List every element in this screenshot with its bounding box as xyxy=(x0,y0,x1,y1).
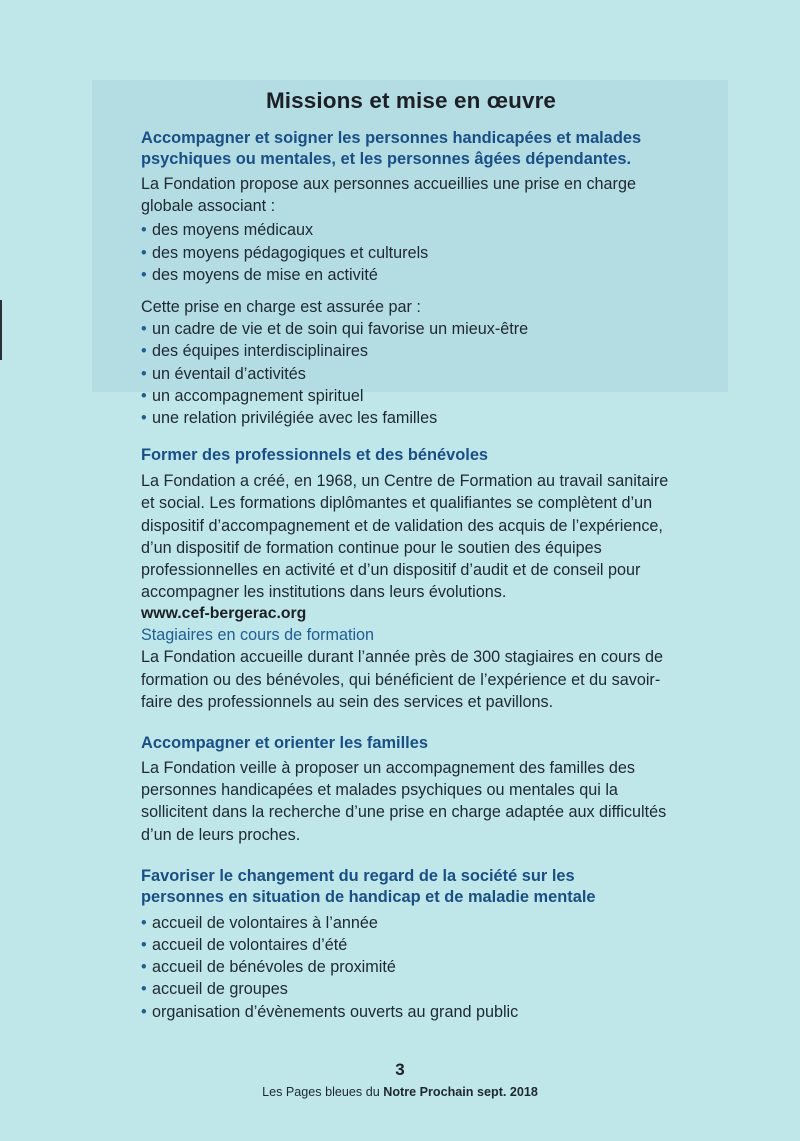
bullet-icon: • xyxy=(141,243,147,262)
list-item: • des moyens pédagogiques et culturels xyxy=(141,242,681,264)
list-item: • des moyens de mise en activité xyxy=(141,264,681,286)
list-item: • accueil de volontaires d’été xyxy=(141,934,681,956)
footer-publication: Notre Prochain sept. 2018 xyxy=(383,1085,538,1099)
page-edge-mark xyxy=(0,300,2,360)
bullet-icon: • xyxy=(141,936,147,955)
trainees-subheading: Stagiaires en cours de formation xyxy=(141,626,375,645)
trainees-body: La Fondation accueille durant l’année près de 300 stagiaires en cours de formation ou des bénévoles, qui bénéficient de l’expérience et du savoir-faire des professionnels au sein des services et pavillons. xyxy=(141,648,663,711)
list-item: • un accompagnement spirituel xyxy=(141,385,681,407)
bullet-icon: • xyxy=(141,980,147,999)
section-awareness xyxy=(141,866,681,1023)
bullet-icon: • xyxy=(141,409,147,428)
bullet-icon: • xyxy=(141,221,147,240)
bullet-icon: • xyxy=(141,265,147,284)
section-care xyxy=(141,128,681,429)
awareness-list xyxy=(141,912,681,1023)
list-item: • accueil de bénévoles de proximité xyxy=(141,956,681,978)
section-training-body: La Fondation a créé, en 1968, un Centre de Formation au travail sanitaire et social. Les formations diplômantes et qualifiantes se complètent d’un dispositif d’accompagnement et de validation des acquis de l’expérience, d’un dispositif de formation continue pour le soutien des équipes professionnelles en activité et d’un dispositif d’audit et de conseil pour accompagner les institutions dans leurs évolutions. xyxy=(141,472,669,602)
training-website-link[interactable]: www.cef-bergerac.org xyxy=(141,605,307,623)
section-families-body: La Fondation veille à proposer un accompagnement des familles des personnes handicapées et malades psychiques ou mentales qui la sollicitent dans la recherche d’une prise en charge adaptée aux difficultés d’un de leurs proches. xyxy=(141,759,667,844)
list-item: • organisation d’évènements ouverts au grand public xyxy=(141,1001,681,1023)
list-item: • une relation privilégiée avec les familles xyxy=(141,407,681,429)
bullet-icon: • xyxy=(141,1002,147,1021)
section-families-heading: Accompagner et orienter les familles xyxy=(141,734,428,753)
section-care-intro: La Fondation propose aux personnes accueillies une prise en charge globale associant : xyxy=(141,175,636,216)
footer-prefix: Les Pages bleues du xyxy=(262,1085,380,1099)
care-provided-list xyxy=(141,318,681,429)
list-item: • un cadre de vie et de soin qui favorise un mieux-être xyxy=(141,318,681,340)
section-care-intro2: Cette prise en charge est assurée par : xyxy=(141,298,421,317)
bullet-icon: • xyxy=(141,913,147,932)
section-care-heading: Accompagner et soigner les personnes handicapées et malades psychiques ou mentales, et les personnes âgées dépendantes. xyxy=(141,129,642,168)
bullet-icon: • xyxy=(141,364,147,383)
section-families xyxy=(141,733,681,846)
page-title: Missions et mise en œuvre xyxy=(265,88,557,113)
list-item: • accueil de volontaires à l’année xyxy=(141,912,681,934)
list-item: • un éventail d’activités xyxy=(141,363,681,385)
care-means-list xyxy=(141,219,681,286)
list-item: • accueil de groupes xyxy=(141,978,681,1000)
bullet-icon: • xyxy=(141,320,147,339)
footer-text xyxy=(0,1085,800,1099)
list-item: • des moyens médicaux xyxy=(141,219,681,241)
page-number: 3 xyxy=(395,1060,405,1079)
bullet-icon: • xyxy=(141,958,147,977)
list-item: • des équipes interdisciplinaires xyxy=(141,340,681,362)
section-training xyxy=(141,445,681,713)
page-content xyxy=(141,88,681,1023)
bullet-icon: • xyxy=(141,342,147,361)
section-training-heading: Former des professionnels et des bénévoles xyxy=(141,446,489,465)
bullet-icon: • xyxy=(141,386,147,405)
section-awareness-heading: Favoriser le changement du regard de la société sur les personnes en situation de handicap et de maladie mentale xyxy=(141,866,596,906)
